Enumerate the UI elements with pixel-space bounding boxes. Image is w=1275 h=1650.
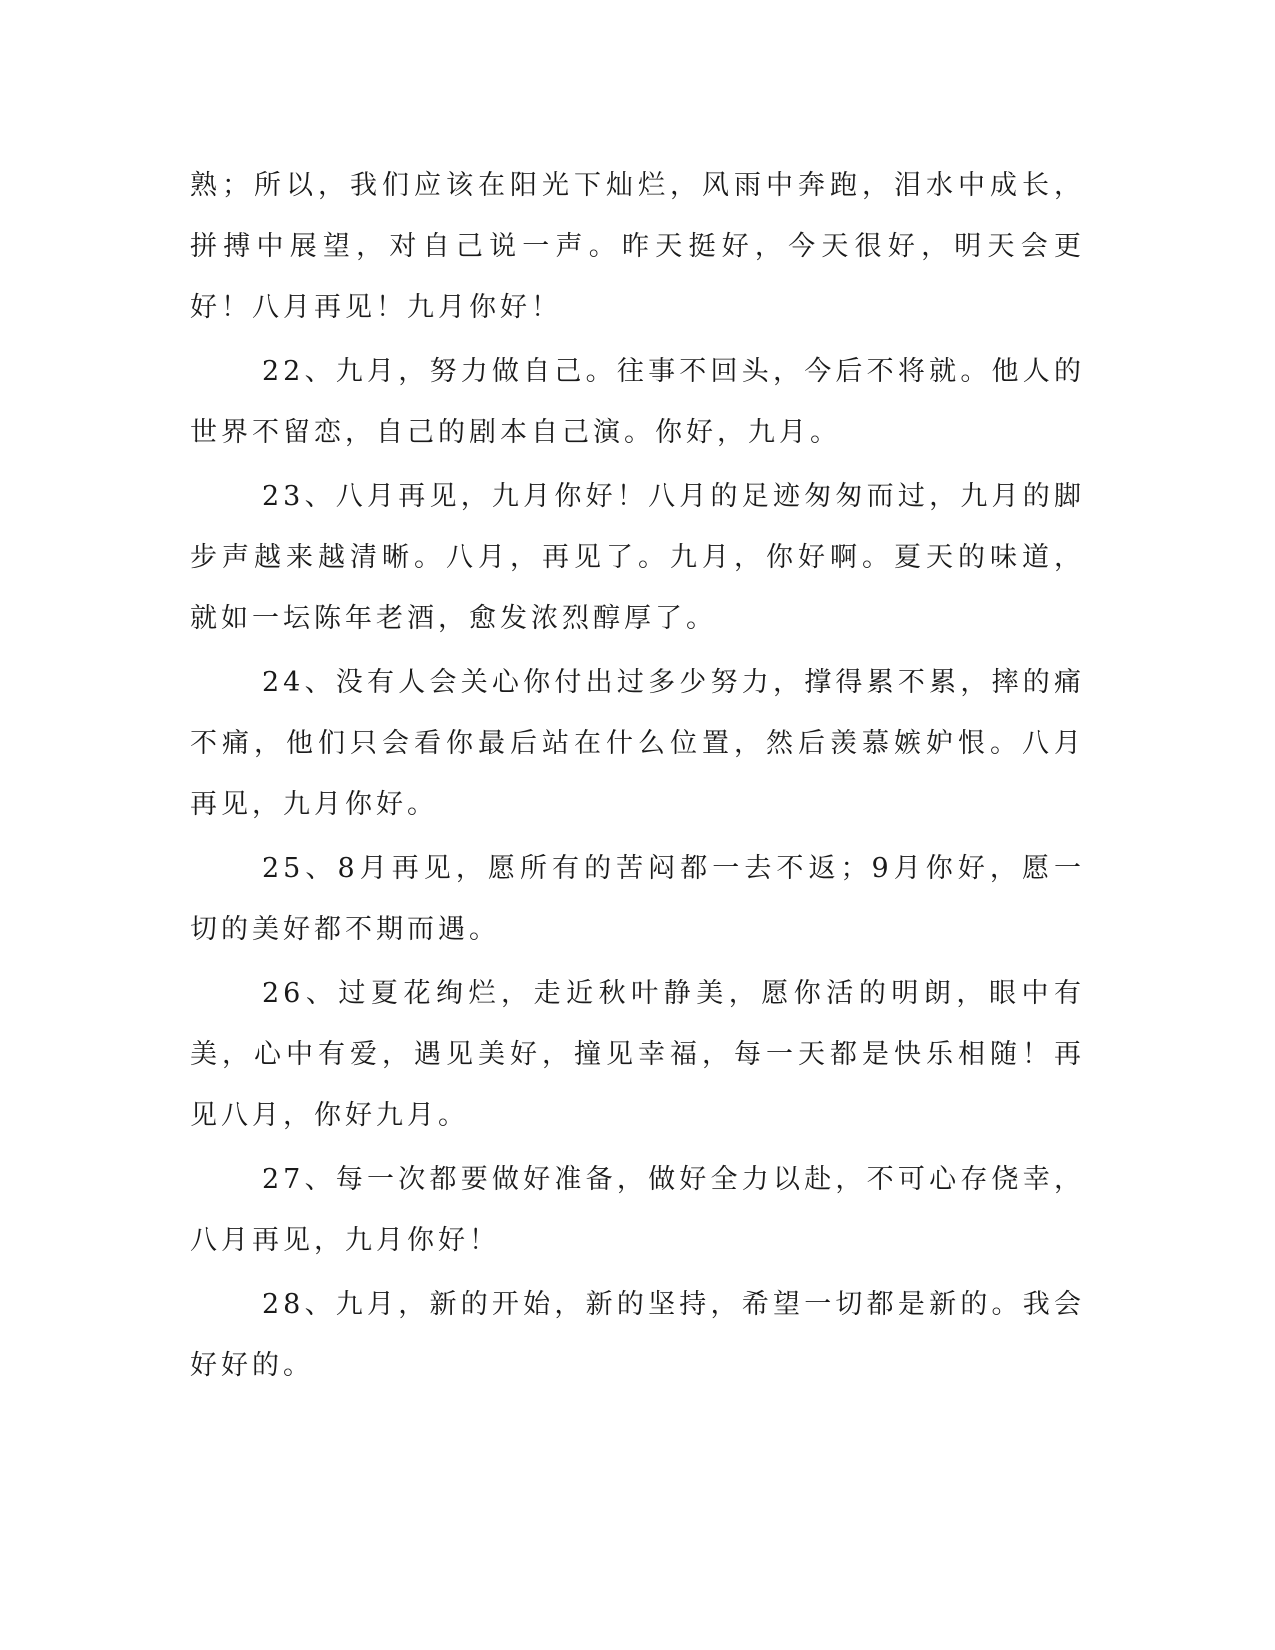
paragraph-25: 25、8月再见，愿所有的苦闷都一去不返；9月你好，愿一切的美好都不期而遇。	[190, 853, 1085, 945]
paragraph-continuation: 熟；所以，我们应该在阳光下灿烂，风雨中奔跑，泪水中成长，拼搏中展望，对自己说一声。昨天挺好，今天很好，明天会更好！八月再见！九月你好！	[190, 170, 1085, 323]
paragraph-28: 28、九月，新的开始，新的坚持，希望一切都是新的。我会好好的。	[190, 1289, 1085, 1381]
paragraph-27: 27、每一次都要做好准备，做好全力以赴，不可心存侥幸，八月再见，九月你好！	[190, 1164, 1085, 1256]
document-body	[190, 155, 1085, 1399]
paragraph-22: 22、九月，努力做自己。往事不回头，今后不将就。他人的世界不留恋，自己的剧本自己演。你好，九月。	[190, 356, 1085, 448]
paragraph-24: 24、没有人会关心你付出过多少努力，撑得累不累，摔的痛不痛，他们只会看你最后站在什么位置，然后羡慕嫉妒恨。八月再见，九月你好。	[190, 667, 1085, 820]
paragraph-23: 23、八月再见，九月你好！八月的足迹匆匆而过，九月的脚步声越来越清晰。八月，再见了。九月，你好啊。夏天的味道，就如一坛陈年老酒，愈发浓烈醇厚了。	[190, 481, 1085, 634]
paragraph-26: 26、过夏花绚烂，走近秋叶静美，愿你活的明朗，眼中有美，心中有爱，遇见美好，撞见幸福，每一天都是快乐相随！再见八月，你好九月。	[190, 978, 1085, 1131]
